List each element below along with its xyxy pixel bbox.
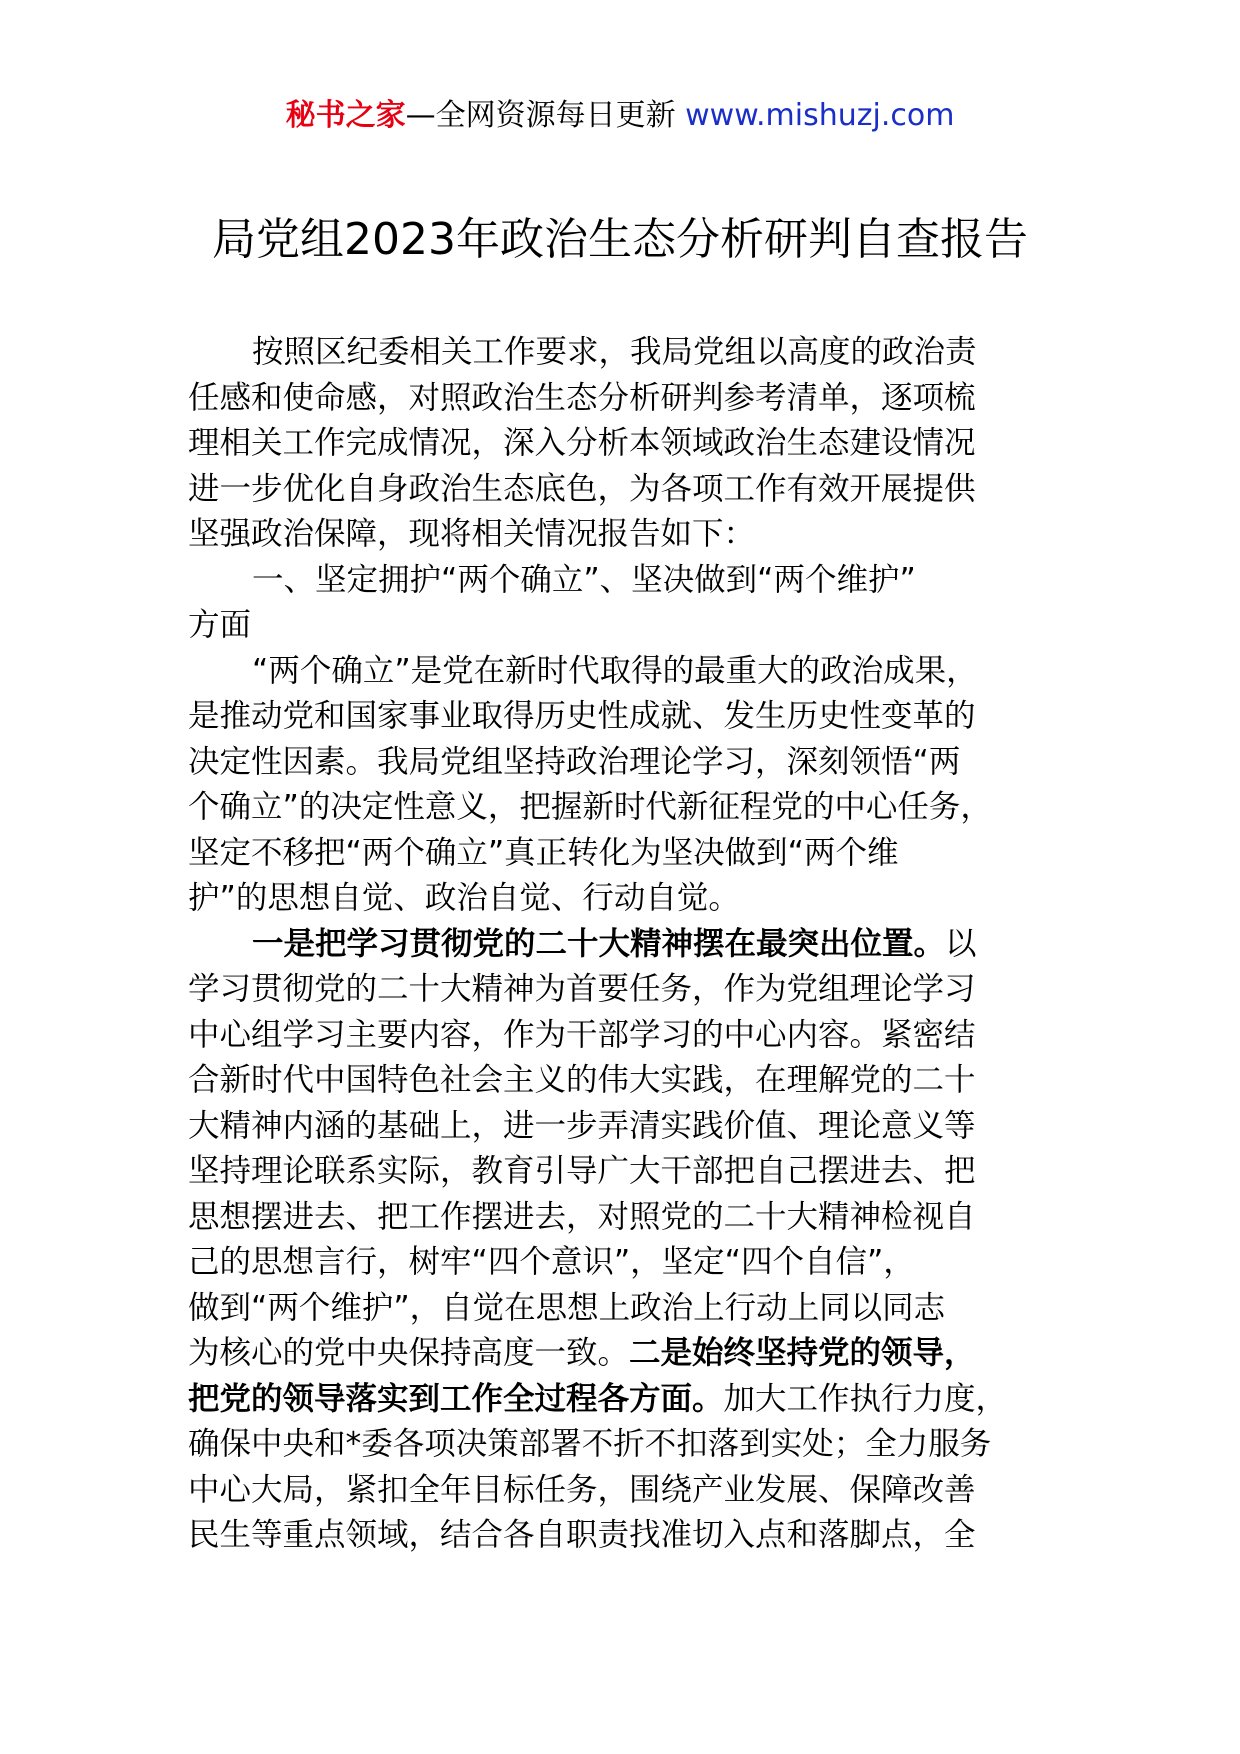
text-line: 坚定不移把“两个确立”真正转化为坚决做到“两个维 — [188, 834, 899, 871]
text-line: 护”的思想自觉、政治自觉、行动自觉。 — [188, 880, 740, 916]
text-line — [188, 1377, 1054, 1423]
site-slogan: —全网资源每日更新 — [405, 98, 676, 133]
text-line: 坚持理论联系实际，教育引导广大干部把自己摆进去、把 — [188, 1153, 976, 1189]
text-line: 民生等重点领域，结合各自职责找准切入点和落脚点，全 — [188, 1517, 976, 1553]
site-brand: 秘书之家 — [285, 98, 406, 133]
text-line: 按照区纪委相关工作要求，我局党组以高度的政治责 — [252, 334, 977, 370]
text-line: 坚强政治保障，现将相关情况报告如下： — [188, 516, 756, 552]
text-line: 合新时代中国特色社会主义的伟大实践，在理解党的二十 — [188, 1062, 976, 1098]
document-body — [188, 330, 1054, 1559]
text-line: 做到“两个维护”，自觉在思想上政治上行动上同以同志 — [188, 1289, 946, 1326]
site-header — [0, 96, 1240, 136]
text-line: 思想摆进去、把工作摆进去，对照党的二十大精神检视自 — [188, 1198, 976, 1235]
text-line: 己的思想言行，树牢“四个意识”，坚定“四个自信”， — [188, 1244, 915, 1280]
text-fragment: 为核心的党中央保持高度一致。 — [188, 1335, 630, 1371]
site-url-link[interactable]: www.mishuzj.com — [685, 98, 955, 133]
text-line — [188, 922, 1054, 968]
text-line: 确保中央和*委各项决策部署不折不扣落到实处；全力服务 — [188, 1426, 992, 1462]
text-line: 决定性因素。我局党组坚持政治理论学习，深刻领悟“两 — [188, 743, 961, 780]
text-line: 是推动党和国家事业取得历史性成就、发生历史性变革的 — [188, 698, 976, 734]
text-line: 任感和使命感，对照政治生态分析研判参考清单，逐项梳 — [188, 379, 976, 416]
bold-point-heading: 一是把学习贯彻党的二十大精神摆在最突出位置。 — [252, 925, 946, 962]
text-line: 大精神内涵的基础上，进一步弄清实践价值、理论意义等 — [188, 1107, 976, 1144]
bold-point-heading: 把党的领导落实到工作全过程各方面。 — [188, 1380, 724, 1417]
text-line — [188, 1331, 1054, 1377]
document-title: 局党组2023年政治生态分析研判自查报告 — [212, 214, 1028, 265]
bold-point-heading: 二是始终坚持党的领导， — [629, 1335, 976, 1371]
text-line: 中心组学习主要内容，作为干部学习的中心内容。紧密结 — [188, 1016, 976, 1053]
text-line: 中心大局，紧扣全年目标任务，围绕产业发展、保障改善 — [188, 1471, 976, 1508]
section-heading: 一、坚定拥护“两个确立”、坚决做到“两个维护” — [252, 561, 916, 598]
text-line: 个确立”的决定性意义，把握新时代新征程党的中心任务， — [188, 789, 992, 825]
text-fragment: 以 — [945, 925, 977, 962]
text-fragment: 加大工作执行力度， — [723, 1380, 1008, 1417]
text-line: 进一步优化自身政治生态底色，为各项工作有效开展提供 — [188, 470, 976, 507]
section-heading: 方面 — [188, 607, 252, 643]
text-line: 理相关工作完成情况，深入分析本领域政治生态建设情况 — [188, 425, 976, 461]
text-line: “两个确立”是党在新时代取得的最重大的政治成果， — [252, 652, 978, 689]
text-line: 学习贯彻党的二十大精神为首要任务，作为党组理论学习 — [188, 971, 976, 1007]
